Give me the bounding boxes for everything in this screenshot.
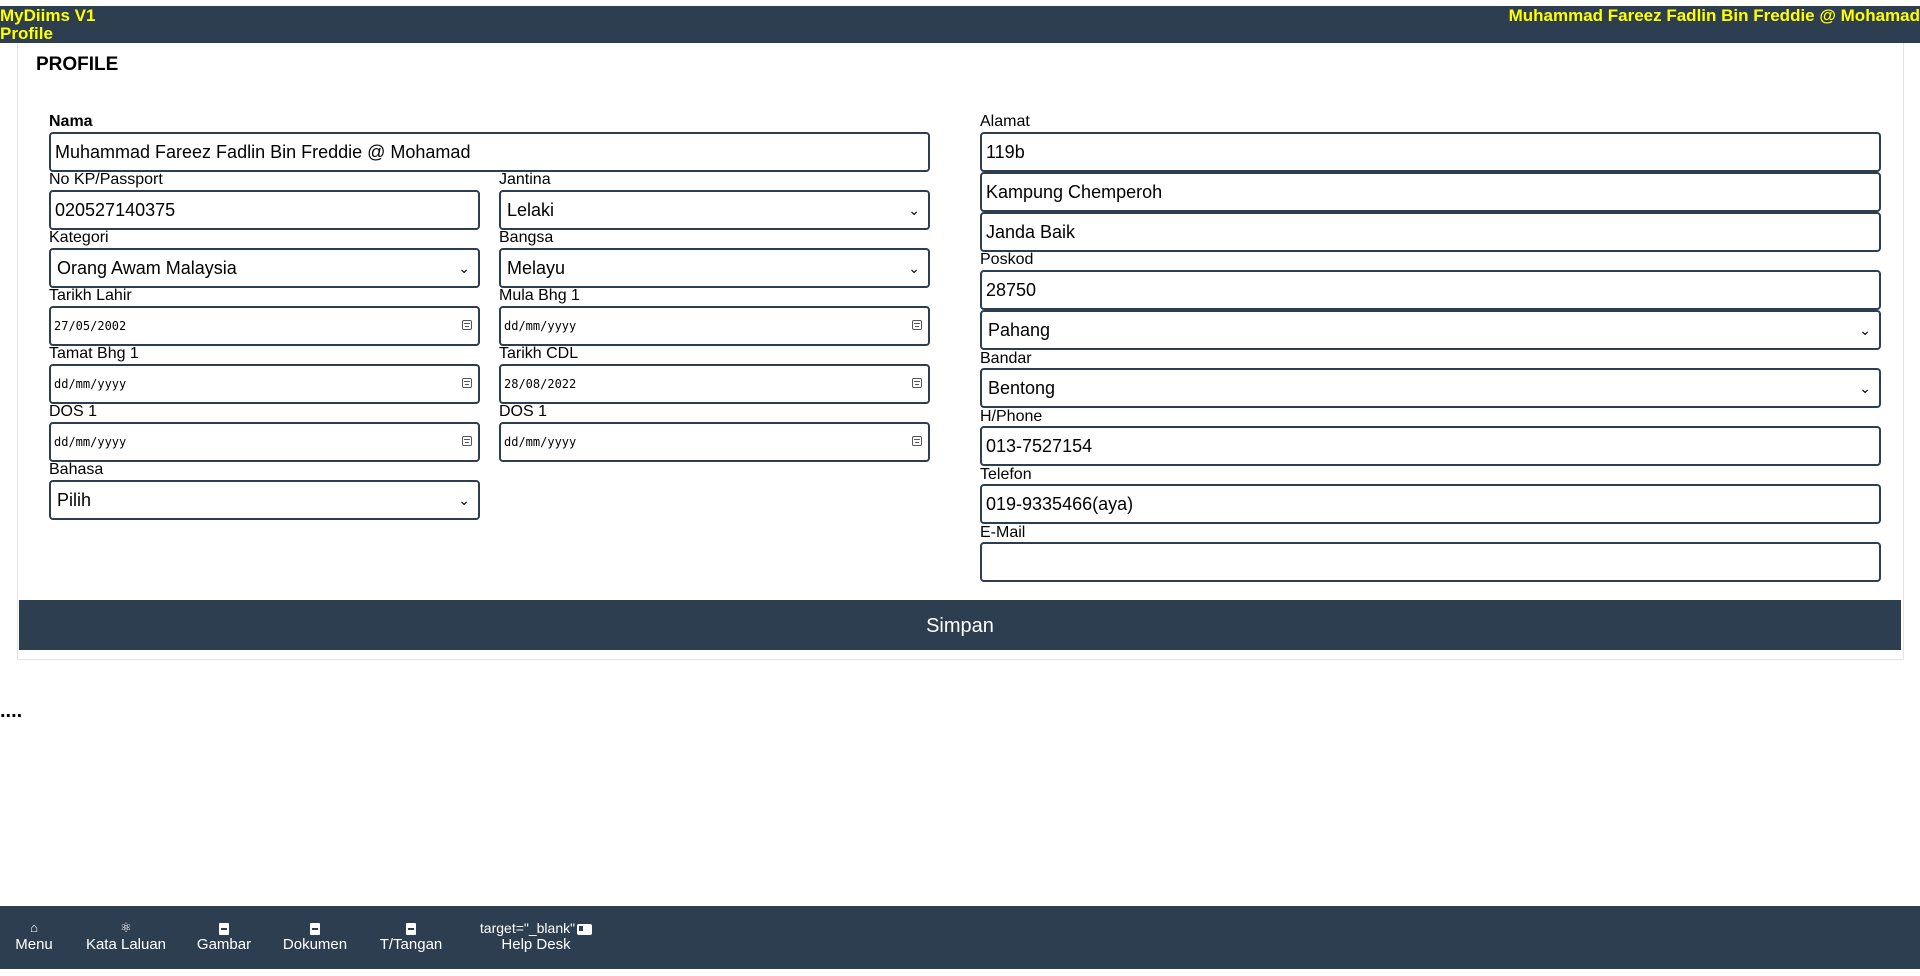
negeri-select[interactable] bbox=[980, 310, 1881, 350]
file-icon bbox=[282, 920, 348, 936]
app-title: MyDiims V1 bbox=[0, 6, 96, 25]
home-icon: ⌂ bbox=[30, 920, 38, 935]
bahasa-select[interactable] bbox=[49, 480, 480, 520]
dos1-input[interactable] bbox=[49, 422, 480, 462]
email-input[interactable] bbox=[980, 542, 1881, 582]
nav-label: Help Desk bbox=[501, 936, 571, 953]
tarikh-cdl-label: Tarikh CDL bbox=[499, 345, 579, 362]
poskod-label: Poskod bbox=[980, 251, 1034, 268]
bottom-nav bbox=[0, 906, 1920, 969]
nav-label: Kata Laluan bbox=[85, 936, 167, 953]
dos1-label: DOS 1 bbox=[49, 403, 98, 420]
calendar-icon[interactable] bbox=[912, 320, 922, 330]
nama-input[interactable]: Muhammad Fareez Fadlin Bin Freddie @ Mohamad bbox=[49, 132, 930, 172]
help-desk-target-text: target="_blank" bbox=[479, 920, 576, 936]
nav-label: Menu bbox=[15, 936, 53, 953]
tarikh-lahir-label: Tarikh Lahir bbox=[49, 287, 132, 304]
top-bar bbox=[0, 6, 1920, 43]
alamat-line3-input[interactable]: Janda Baik bbox=[980, 212, 1881, 252]
chevron-down-icon: ⌄ bbox=[458, 492, 470, 508]
tamat-bhg1-value: dd/mm/yyyy bbox=[54, 377, 127, 391]
chevron-down-icon: ⌄ bbox=[1859, 380, 1871, 396]
alamat-label: Alamat bbox=[980, 113, 1030, 130]
alamat-line2-input[interactable]: Kampung Chemperoh bbox=[980, 172, 1881, 212]
poskod-input[interactable]: 28750 bbox=[980, 270, 1881, 310]
tarikh-cdl-input[interactable] bbox=[499, 364, 930, 404]
nama-label: Nama bbox=[49, 113, 93, 130]
page-name: Profile bbox=[0, 24, 53, 43]
kategori-select[interactable] bbox=[49, 248, 480, 288]
nav-item-t-tangan[interactable] bbox=[378, 906, 444, 969]
tarikh-lahir-value: 27/05/2002 bbox=[54, 319, 127, 333]
ellipsis-text: .... bbox=[0, 700, 23, 722]
negeri-value: Pahang bbox=[988, 320, 1051, 340]
dos1-second-label: DOS 1 bbox=[499, 403, 548, 420]
tamat-bhg1-input[interactable] bbox=[49, 364, 480, 404]
dos1-second-input[interactable] bbox=[499, 422, 930, 462]
nav-label: Dokumen bbox=[282, 936, 348, 953]
brand-block bbox=[0, 7, 95, 43]
jantina-value: Lelaki bbox=[507, 200, 555, 220]
tamat-bhg1-label: Tamat Bhg 1 bbox=[49, 345, 139, 362]
jantina-label: Jantina bbox=[499, 171, 551, 188]
hphone-input[interactable]: 013-7527154 bbox=[980, 426, 1881, 466]
bandar-value: Bentong bbox=[988, 378, 1056, 398]
calendar-icon[interactable] bbox=[912, 436, 922, 446]
kategori-value: Orang Awam Malaysia bbox=[57, 258, 237, 278]
chevron-down-icon: ⌄ bbox=[908, 260, 920, 276]
chevron-down-icon: ⌄ bbox=[458, 260, 470, 276]
signature-file-icon bbox=[378, 920, 444, 936]
mula-bhg1-label: Mula Bhg 1 bbox=[499, 287, 580, 304]
nav-label: T/Tangan bbox=[379, 936, 443, 953]
tarikh-lahir-input[interactable] bbox=[49, 306, 480, 346]
key-icon: ⚛ bbox=[120, 920, 132, 935]
calendar-icon[interactable] bbox=[462, 320, 472, 330]
nokp-label: No KP/Passport bbox=[49, 171, 163, 188]
dos1-second-value: dd/mm/yyyy bbox=[504, 435, 577, 449]
nav-item-help-desk[interactable] bbox=[468, 906, 604, 969]
bandar-select[interactable] bbox=[980, 368, 1881, 408]
calendar-icon[interactable] bbox=[462, 436, 472, 446]
nav-item-menu[interactable] bbox=[12, 906, 56, 969]
mula-bhg1-value: dd/mm/yyyy bbox=[504, 319, 577, 333]
bangsa-select[interactable] bbox=[499, 248, 930, 288]
email-label: E-Mail bbox=[980, 524, 1026, 541]
jantina-select[interactable] bbox=[499, 190, 930, 230]
calendar-icon[interactable] bbox=[462, 378, 472, 388]
page-title: PROFILE bbox=[36, 54, 119, 75]
telefon-input[interactable]: 019-9335466(aya) bbox=[980, 484, 1881, 524]
bangsa-value: Melayu bbox=[507, 258, 566, 278]
alamat-line1-input[interactable]: 119b bbox=[980, 132, 1881, 172]
bangsa-label: Bangsa bbox=[499, 229, 554, 246]
kategori-label: Kategori bbox=[49, 229, 109, 246]
bandar-label: Bandar bbox=[980, 350, 1032, 367]
bahasa-label: Bahasa bbox=[49, 461, 104, 478]
tarikh-cdl-value: 28/08/2022 bbox=[504, 377, 577, 391]
portrait-icon bbox=[196, 920, 252, 936]
bahasa-value: Pilih bbox=[57, 490, 92, 510]
nav-item-kata-laluan[interactable] bbox=[84, 906, 168, 969]
chevron-down-icon: ⌄ bbox=[1859, 322, 1871, 338]
nokp-input[interactable]: 020527140375 bbox=[49, 190, 480, 230]
chevron-down-icon: ⌄ bbox=[908, 202, 920, 218]
telefon-label: Telefon bbox=[980, 466, 1032, 483]
nav-item-gambar[interactable] bbox=[196, 906, 252, 969]
mula-bhg1-input[interactable] bbox=[499, 306, 930, 346]
id-card-icon bbox=[577, 924, 592, 935]
help-desk-prefix bbox=[468, 920, 604, 936]
nav-item-dokumen[interactable] bbox=[282, 906, 348, 969]
calendar-icon[interactable] bbox=[912, 378, 922, 388]
nav-label: Gambar bbox=[196, 936, 252, 953]
user-name: Muhammad Fareez Fadlin Bin Freddie @ Mohamad bbox=[1508, 6, 1920, 25]
save-button[interactable]: Simpan bbox=[19, 600, 1901, 650]
hphone-label: H/Phone bbox=[980, 408, 1043, 425]
dos1-value: dd/mm/yyyy bbox=[54, 435, 127, 449]
